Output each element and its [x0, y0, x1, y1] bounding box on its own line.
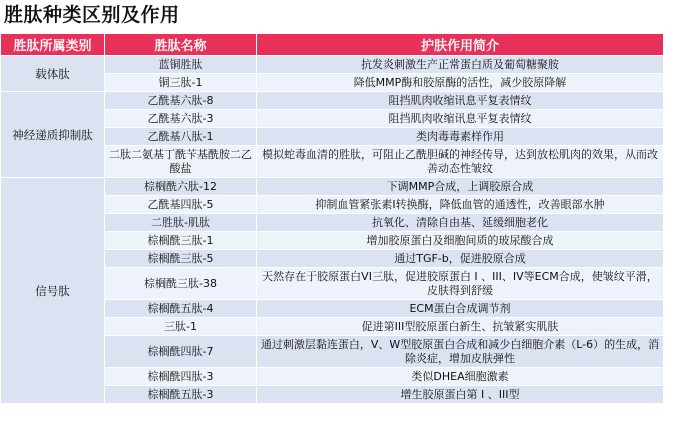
peptide-effect: 抑制血管紧张素I转换酶，降低血管的通透性，改善眼部水肿	[257, 196, 664, 214]
peptide-effect: 通过TGF-b，促进胶原合成	[257, 250, 664, 268]
peptide-effect: 降低MMP酶和胶原酶的活性，减少胶原降解	[257, 74, 664, 92]
peptide-name: 三肽-1	[105, 318, 257, 336]
page-title: 胜肽种类区别及作用	[4, 4, 180, 26]
peptide-effect: 抗发炎刺激生产正常蛋白质及葡萄糖聚胺	[257, 56, 664, 74]
peptide-effect: 阻挡肌肉收缩讯息平复表情纹	[257, 110, 664, 128]
peptide-effect: 增生胶原蛋白第 I 、III型	[257, 386, 664, 404]
table-row	[1, 56, 664, 74]
peptide-name: 棕榈酰五肽-3	[105, 386, 257, 404]
peptide-name: 二胜肽-肌肽	[105, 214, 257, 232]
peptide-name: 棕榈酰四肽-7	[105, 336, 257, 368]
peptide-effect: 增加胶原蛋白及细胞间质的玻尿酸合成	[257, 232, 664, 250]
peptide-name: 棕榈酰三肽-1	[105, 232, 257, 250]
header-peptide-name: 胜肽名称	[105, 34, 257, 56]
peptide-effect: ECM蛋白合成调节剂	[257, 300, 664, 318]
peptide-effect: 天然存在于胶原蛋白VI三肽，促进胶原蛋白 I 、III、IV等ECM合成，使皱纹平滑，皮肤得到舒缓	[257, 268, 664, 300]
peptide-effect: 抗氧化、清除自由基、延缓细胞老化	[257, 214, 664, 232]
peptide-effect: 下调MMP合成，上调胶原合成	[257, 178, 664, 196]
peptide-effect: 通过刺激层黏连蛋白，V、W型胶原蛋白合成和减少白细胞介素（L-6）的生成，消除炎症，增加皮肤弹性	[257, 336, 664, 368]
peptide-name: 棕榈酰四肽-3	[105, 368, 257, 386]
peptide-name: 二肽二氨基丁酰苄基酰胺二乙酸盐	[105, 146, 257, 178]
peptide-effect: 类似DHEA细胞激素	[257, 368, 664, 386]
peptide-name: 乙酰基六肽-3	[105, 110, 257, 128]
peptide-name: 乙酰基八肽-1	[105, 128, 257, 146]
table-row	[1, 92, 664, 110]
peptide-effect: 阻挡肌肉收缩讯息平复表情纹	[257, 92, 664, 110]
peptide-effect: 促进第III型胶原蛋白新生、抗皱紧实肌肤	[257, 318, 664, 336]
category-neurotransmitter: 神经递质抑制肽	[1, 92, 105, 178]
peptide-table	[0, 33, 664, 404]
table-row	[1, 178, 664, 196]
peptide-effect: 模拟蛇毒血清的胜肽，可阻止乙酰胆碱的神经传导，达到放松肌肉的效果，从而改善动态性皱纹	[257, 146, 664, 178]
peptide-name: 蓝铜胜肽	[105, 56, 257, 74]
peptide-name: 棕榈酰三肽-38	[105, 268, 257, 300]
category-signal: 信号肽	[1, 178, 105, 404]
peptide-name: 棕榈酰三肽-5	[105, 250, 257, 268]
table-header-row	[1, 34, 664, 56]
peptide-name: 铜三肽-1	[105, 74, 257, 92]
peptide-name: 乙酰基四肽-5	[105, 196, 257, 214]
peptide-name: 棕榈酰六肽-12	[105, 178, 257, 196]
header-effect: 护肤作用简介	[257, 34, 664, 56]
header-category: 胜肽所属类别	[1, 34, 105, 56]
category-carrier: 载体肽	[1, 56, 105, 92]
peptide-effect: 类肉毒毒素样作用	[257, 128, 664, 146]
peptide-name: 棕榈酰五肽-4	[105, 300, 257, 318]
peptide-name: 乙酰基六肽-8	[105, 92, 257, 110]
